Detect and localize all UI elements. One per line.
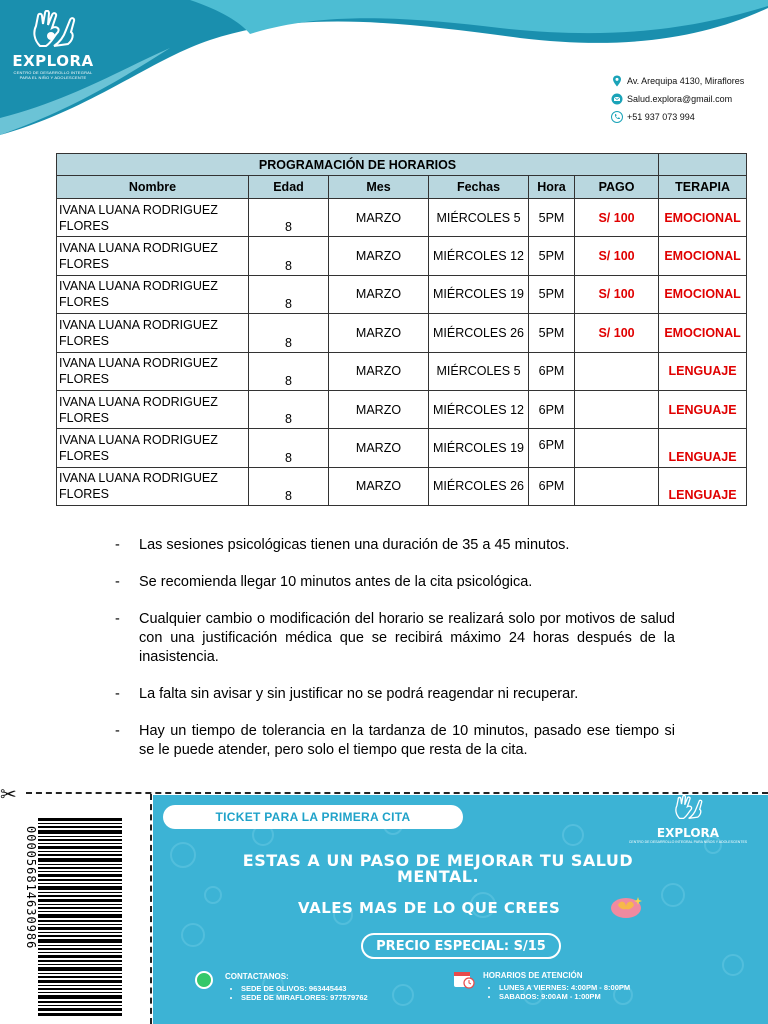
location-pin-icon — [611, 75, 623, 87]
cell-hora: 5PM — [529, 275, 575, 313]
cell-mes: MARZO — [329, 352, 429, 390]
ticket-contact-block — [225, 972, 368, 1002]
ticket-subline: VALES MAS DE LO QUE CREES — [298, 899, 561, 917]
cell-edad: 8 — [249, 199, 329, 237]
cell-edad: 8 — [249, 314, 329, 352]
cell-pago — [575, 352, 659, 390]
cell-edad: 8 — [249, 352, 329, 390]
brand-tagline: CENTRO DE DESARROLLO INTEGRAL PARA EL NIÑO Y ADOLESCENTE — [13, 70, 93, 80]
list-item — [115, 536, 675, 555]
table-row — [57, 429, 747, 467]
cell-edad: 8 — [249, 429, 329, 467]
contact-list — [225, 984, 368, 1002]
list-item-text: Cualquier cambio o modificación del horario se realizará solo por motivos de salud con una justificación médica que se recibirá máximo 24 horas después de la inasistencia. — [139, 611, 675, 665]
gift-icon — [608, 893, 646, 921]
cell-fecha: MIÉRCOLES 19 — [429, 275, 529, 313]
cell-edad: 8 — [249, 237, 329, 275]
cell-nombre: IVANA LUANA RODRIGUEZ FLORES — [57, 199, 249, 237]
table-row — [57, 275, 747, 313]
hands-logo-icon — [671, 795, 705, 821]
whatsapp-icon — [195, 971, 213, 989]
cell-edad: 8 — [249, 275, 329, 313]
cell-terapia: LENGUAJE — [659, 429, 747, 467]
cell-pago — [575, 467, 659, 505]
email-row — [611, 90, 744, 108]
cell-terapia: EMOCIONAL — [659, 314, 747, 352]
list-item — [115, 685, 675, 704]
cell-mes: MARZO — [329, 429, 429, 467]
cell-fecha: MIÉRCOLES 12 — [429, 237, 529, 275]
ticket-headline: ESTAS A UN PASO DE MEJORAR TU SALUD MENTAL. — [242, 851, 634, 886]
table-title-empty-cell — [659, 154, 747, 176]
cell-terapia: EMOCIONAL — [659, 237, 747, 275]
cell-terapia: EMOCIONAL — [659, 199, 747, 237]
list-bullet: - — [115, 611, 120, 627]
col-header-mes: Mes — [329, 176, 429, 199]
phone-row — [611, 108, 744, 126]
contact-item: • SEDE DE MIRAFLORES: 977579762 — [241, 993, 368, 1002]
list-item-text: Se recomienda llegar 10 minutos antes de la cita psicológica. — [139, 574, 533, 590]
cell-mes: MARZO — [329, 199, 429, 237]
cell-hora: 6PM — [529, 390, 575, 428]
cell-fecha: MIÉRCOLES 19 — [429, 429, 529, 467]
table-row — [57, 199, 747, 237]
contact-info — [611, 72, 744, 126]
col-header-fechas: Fechas — [429, 176, 529, 199]
contact-item: • SEDE DE OLIVOS: 963445443 — [241, 984, 368, 993]
col-header-edad: Edad — [249, 176, 329, 199]
cell-edad: 8 — [249, 390, 329, 428]
hours-title: HORARIOS DE ATENCIÓN — [483, 971, 583, 980]
letterhead — [0, 0, 768, 140]
hours-item: • SABADOS: 9:00AM - 1:00PM — [499, 992, 630, 1001]
cell-fecha: MIÉRCOLES 5 — [429, 199, 529, 237]
cell-hora: 6PM — [529, 352, 575, 390]
barcode-icon — [38, 818, 122, 1016]
first-appointment-ticket — [153, 795, 768, 1024]
cell-pago: S/ 100 — [575, 237, 659, 275]
list-item — [115, 722, 675, 760]
cell-hora: 5PM — [529, 199, 575, 237]
cut-line — [26, 792, 768, 794]
cell-pago — [575, 429, 659, 467]
cell-hora: 6PM — [529, 429, 575, 467]
cell-mes: MARZO — [329, 467, 429, 505]
cell-pago: S/ 100 — [575, 199, 659, 237]
cell-pago: S/ 100 — [575, 314, 659, 352]
cell-nombre: IVANA LUANA RODRIGUEZ FLORES — [57, 390, 249, 428]
cell-fecha: MIÉRCOLES 5 — [429, 352, 529, 390]
ticket-explora-logo — [618, 795, 758, 844]
schedule-table — [56, 153, 747, 506]
hands-logo-icon — [28, 10, 78, 50]
address-text: Av. Arequipa 4130, Miraflores — [627, 76, 745, 86]
table-row — [57, 390, 747, 428]
list-item — [115, 610, 675, 667]
cell-fecha: MIÉRCOLES 26 — [429, 314, 529, 352]
cell-mes: MARZO — [329, 275, 429, 313]
stub-cut-line — [150, 794, 152, 1024]
col-header-pago: PAGO — [575, 176, 659, 199]
list-item-text: La falta sin avisar y sin justificar no se podrá reagendar ni recuperar. — [139, 686, 579, 702]
cell-hora: 5PM — [529, 237, 575, 275]
ticket-brand-tagline: CENTRO DE DESARROLLO INTEGRAL PARA NIÑOS Y ADOLESCENTES — [628, 840, 748, 844]
barcode-number: 0000568146309​86 — [24, 826, 38, 950]
list-bullet: - — [115, 574, 120, 590]
list-item — [115, 573, 675, 592]
list-bullet: - — [115, 537, 120, 553]
cell-terapia: LENGUAJE — [659, 352, 747, 390]
scissors-icon: ✂ — [0, 784, 17, 806]
table-row — [57, 237, 747, 275]
session-rules-list — [115, 536, 675, 778]
phone-icon — [611, 111, 623, 123]
hours-item: • LUNES A VIERNES: 4:00PM - 8:00PM — [499, 983, 630, 992]
ticket-brand-name: EXPLORA — [656, 826, 720, 840]
mail-icon — [611, 93, 623, 105]
cell-nombre: IVANA LUANA RODRIGUEZ FLORES — [57, 429, 249, 467]
cell-nombre: IVANA LUANA RODRIGUEZ FLORES — [57, 275, 249, 313]
cell-hora: 6PM — [529, 467, 575, 505]
list-item-text: Hay un tiempo de tolerancia en la tardanza de 10 minutos, pasado ese tiempo si se le puede atender, pero solo el tiempo que resta de la cita. — [139, 723, 675, 758]
table-header-row — [57, 176, 747, 199]
cell-pago — [575, 390, 659, 428]
cell-nombre: IVANA LUANA RODRIGUEZ FLORES — [57, 467, 249, 505]
table-title-row — [57, 154, 747, 176]
cell-fecha: MIÉRCOLES 26 — [429, 467, 529, 505]
cell-nombre: IVANA LUANA RODRIGUEZ FLORES — [57, 237, 249, 275]
table-row — [57, 352, 747, 390]
phone-text[interactable]: +51 937 073 994 — [627, 112, 695, 122]
hours-list — [483, 983, 630, 1001]
cell-terapia: EMOCIONAL — [659, 275, 747, 313]
col-header-nombre: Nombre — [57, 176, 249, 199]
col-header-hora: Hora — [529, 176, 575, 199]
contact-title: CONTACTANOS: — [225, 972, 289, 981]
cell-fecha: MIÉRCOLES 12 — [429, 390, 529, 428]
email-text[interactable]: Salud.explora@gmail.com — [627, 94, 733, 104]
cell-mes: MARZO — [329, 314, 429, 352]
col-header-terapia: TERAPIA — [659, 176, 747, 199]
ticket-label: TICKET PARA LA PRIMERA CITA — [163, 805, 463, 829]
address-row — [611, 72, 744, 90]
cell-terapia: LENGUAJE — [659, 390, 747, 428]
brand-name: EXPLORA — [12, 52, 94, 70]
cell-mes: MARZO — [329, 237, 429, 275]
cell-mes: MARZO — [329, 390, 429, 428]
cell-pago: S/ 100 — [575, 275, 659, 313]
table-title: PROGRAMACIÓN DE HORARIOS — [57, 154, 659, 176]
calendar-icon — [453, 969, 475, 989]
list-bullet: - — [115, 686, 120, 702]
cell-edad: 8 — [249, 467, 329, 505]
special-price-badge: PRECIO ESPECIAL: S/15 — [361, 933, 561, 959]
cell-nombre: IVANA LUANA RODRIGUEZ FLORES — [57, 352, 249, 390]
list-bullet: - — [115, 723, 120, 739]
cell-nombre: IVANA LUANA RODRIGUEZ FLORES — [57, 314, 249, 352]
list-item-text: Las sesiones psicológicas tienen una duración de 35 a 45 minutos. — [139, 537, 570, 553]
ticket-hours-block — [483, 971, 630, 1001]
table-row — [57, 467, 747, 505]
cell-hora: 5PM — [529, 314, 575, 352]
explora-logo — [8, 10, 98, 80]
table-row — [57, 314, 747, 352]
cell-terapia: LENGUAJE — [659, 467, 747, 505]
